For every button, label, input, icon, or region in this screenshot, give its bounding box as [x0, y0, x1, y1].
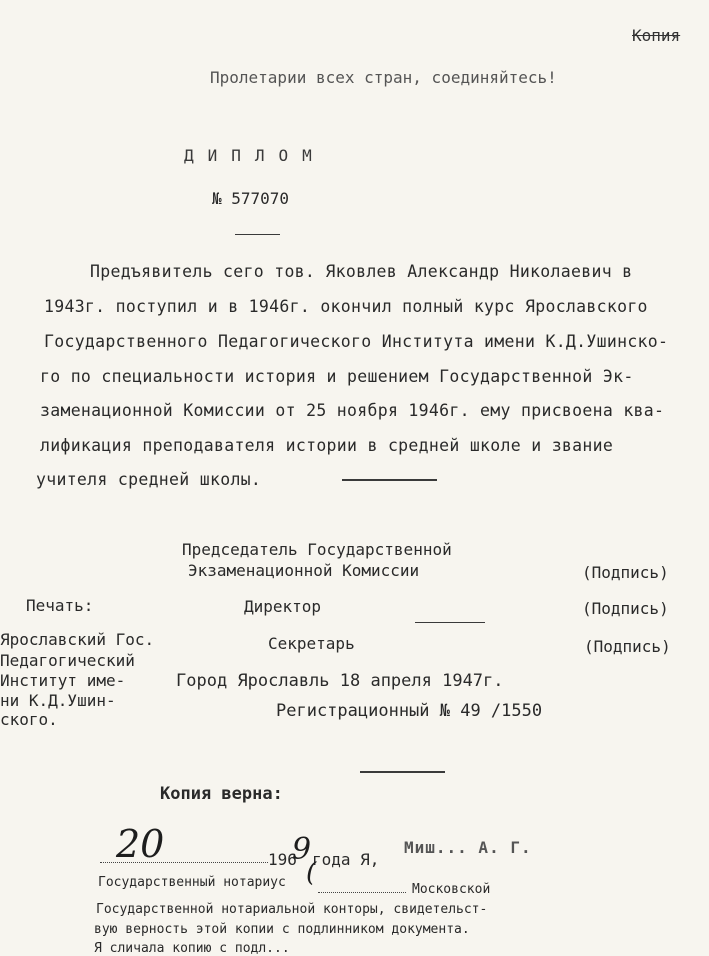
body-line-3: Государственного Педагогического Института имени К.Д.Ушинско-: [44, 332, 669, 351]
secretary-signature: (Подпись): [584, 637, 671, 656]
body-line-6: лификация преподавателя истории в средней школе и звание: [40, 436, 614, 455]
notary-line-1a: Государственный нотариус: [98, 875, 286, 890]
seal-text-2: Педагогический: [0, 651, 135, 670]
seal-label: Печать:: [26, 596, 94, 615]
notary-line-4: Я сличала копию с подл...: [94, 941, 290, 956]
year-suffix: года Я,: [312, 850, 380, 869]
body-line-2: 1943г. поступил и в 1946г. окончил полный курс Ярославского: [44, 297, 648, 316]
notary-line-1b: Московской: [412, 882, 491, 897]
handwritten-day: 20: [116, 822, 165, 866]
chairman-line-1: Председатель Государственной: [182, 540, 452, 559]
director-signature: (Подпись): [582, 599, 669, 618]
seal-text-4: ни К.Д.Ушин-: [0, 691, 116, 710]
registration-rule: [360, 771, 445, 773]
notary-name: Миш... А. Г.: [404, 838, 532, 857]
body-line-7: учителя средней школы.: [36, 470, 262, 489]
body-end-rule: [342, 479, 437, 481]
title-underline: [235, 234, 280, 235]
handwritten-mark: (: [306, 858, 317, 888]
seal-text-5: ского.: [0, 710, 58, 729]
seal-text-1: Ярославский Гос.: [0, 630, 155, 649]
slogan: Пролетарии всех стран, соединяйтесь!: [210, 68, 557, 87]
chairman-line-2: Экзаменационной Комиссии: [188, 561, 420, 580]
secretary-label: Секретарь: [268, 634, 355, 653]
city-date: Город Ярославль 18 апреля 1947г.: [176, 671, 504, 691]
body-line-4: го по специальности история и решением Государственной Эк-: [40, 367, 634, 386]
notary-line-2: Государственной нотариальной конторы, свидетельст-: [96, 902, 488, 917]
seal-text-3: Институт име-: [0, 671, 126, 690]
copy-label: Копия: [632, 26, 681, 45]
body-line-1: Предъявитель сего тов. Яковлев Александр Николаевич в: [90, 262, 633, 281]
diploma-title: ДИПЛОМ: [184, 146, 326, 165]
chairman-signature: (Подпись): [582, 563, 669, 582]
year-prefix: 196: [268, 850, 297, 869]
handwritten-year: 9: [292, 832, 312, 867]
notary-line-3: вую верность этой копии с подлинником документа.: [94, 922, 470, 937]
diploma-number: № 577070: [212, 189, 290, 208]
director-sign-line: [415, 622, 485, 623]
date-dotted-line: [100, 862, 268, 863]
body-line-5: заменационной Комиссии от 25 ноября 1946г. ему присвоена ква-: [40, 401, 665, 420]
director-label: Директор: [244, 597, 322, 616]
registration-number: Регистрационный № 49 /1550: [276, 701, 543, 721]
notary-dotted-line: [318, 892, 406, 893]
copy-true-label: Копия верна:: [160, 784, 283, 804]
